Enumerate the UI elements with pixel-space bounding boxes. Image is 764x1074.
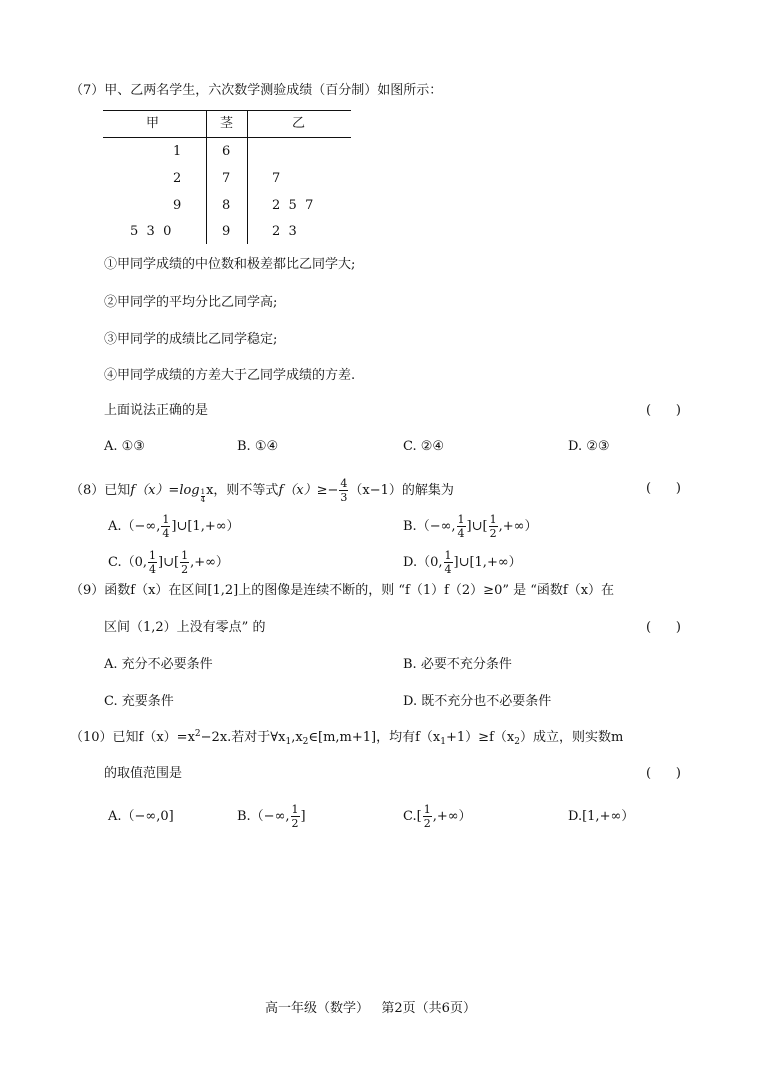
q8-option-c-part1: （0, — [121, 555, 148, 570]
q8-tail: （x−1）的解集为 — [349, 483, 454, 498]
q8-option-b-frac2-den: 2 — [489, 527, 497, 540]
q8-option-a-part1: （−∞, — [121, 519, 161, 534]
q8-fx: f（x）=log — [130, 483, 200, 498]
q8-option-d — [403, 550, 522, 575]
q8-option-b-frac1 — [457, 514, 466, 539]
header-jia: 甲 — [146, 116, 160, 131]
row3-right: 2 5 7 — [272, 198, 314, 213]
q10-option-c-frac-num: 1 — [423, 803, 431, 816]
header-yi: 乙 — [292, 116, 306, 131]
q9-line1: （9）函数f（x）在区间[1,2]上的图像是连续不断的，则 “f（1）f（2）≥0” 是 “函数f（x）在 — [70, 583, 615, 598]
table-header-rule — [103, 137, 351, 138]
q8-fraction — [339, 478, 348, 503]
q8-frac-den: 3 — [340, 491, 348, 504]
q10-sub3: 1 — [440, 737, 447, 747]
table-left-divider — [206, 110, 207, 244]
q10-part-e: +1）≥f（x — [446, 730, 515, 745]
q8-option-c — [108, 550, 229, 575]
q9-option-d: D. 既不充分也不必要条件 — [403, 694, 552, 709]
q8-option-b-frac2-num: 1 — [489, 513, 497, 526]
q7-stem: （7）甲、乙两名学生，六次数学测验成绩（百分制）如图所示： — [70, 83, 443, 98]
q8-log-base — [201, 489, 205, 504]
q7-statement-3: ③甲同学的成绩比乙同学稳定; — [104, 332, 278, 347]
row4-left: 5 3 0 — [130, 224, 172, 239]
q10-option-d: D.[1,+∞） — [568, 809, 635, 824]
q8-log-base-num: 1 — [200, 488, 206, 496]
q7-question: 上面说法正确的是 — [104, 403, 209, 418]
q7-answer-blank: ( ) — [646, 403, 681, 418]
q10-option-b-frac-num: 1 — [291, 803, 299, 816]
q8-stem — [70, 478, 454, 504]
q8-option-c-frac2-num: 1 — [181, 549, 189, 562]
q10-line2: 的取值范围是 — [104, 766, 183, 781]
q8-option-c-part3: ,+∞） — [190, 555, 229, 570]
q8-option-b-frac1-num: 1 — [457, 513, 465, 526]
q10-part-d: ∈[m,m+1]，均有f（x — [308, 730, 441, 745]
q8-option-c-label: C. — [108, 555, 122, 570]
q8-option-b-part1: （−∞, — [416, 519, 456, 534]
q8-option-a-frac-den: 4 — [162, 527, 170, 540]
row3-stem: 8 — [222, 198, 231, 213]
q8-option-a-label: A. — [108, 519, 122, 534]
q10-answer-blank: ( ) — [646, 766, 681, 781]
q10-option-c-part2: ,+∞） — [432, 809, 472, 824]
row4-right: 2 3 — [272, 224, 297, 239]
row2-right: 7 — [272, 171, 281, 186]
q8-option-b-part3: ,+∞） — [498, 519, 538, 534]
q7-option-b: B. ①④ — [237, 439, 279, 454]
q10-option-c — [403, 804, 472, 829]
q8-option-b-part2: ]∪[ — [466, 519, 488, 534]
q8-option-d-label: D. — [403, 555, 418, 570]
row1-left: 1 — [173, 144, 182, 159]
q8-frac-num: 4 — [340, 477, 348, 490]
q10-option-b — [237, 804, 306, 829]
q10-option-c-frac — [423, 804, 432, 829]
q7-statement-2: ②甲同学的平均分比乙同学高; — [104, 295, 278, 310]
q8-option-d-part1: （0, — [417, 555, 443, 570]
table-top-rule — [103, 110, 351, 111]
q7-option-d: D. ②③ — [568, 439, 610, 454]
q8-option-b-label: B. — [403, 519, 417, 534]
q10-option-b-part2: ] — [300, 809, 306, 824]
q10-part-a: （10）已知f（x）=x — [70, 730, 195, 745]
q8-option-b — [403, 514, 537, 539]
q10-option-b-frac — [291, 804, 300, 829]
q10-sub1: 1 — [285, 737, 292, 747]
q8-option-c-frac2-den: 2 — [181, 563, 189, 576]
row1-stem: 6 — [222, 144, 231, 159]
q8-option-a-frac-num: 1 — [162, 513, 170, 526]
q9-option-a: A. 充分不必要条件 — [104, 657, 213, 672]
q10-part-f: ）成立，则实数m — [519, 730, 624, 745]
row3-left: 9 — [173, 198, 182, 213]
q10-option-c-part1: C.[ — [403, 809, 422, 824]
row4-stem: 9 — [222, 224, 231, 239]
q9-option-b: B. 必要不充分条件 — [403, 657, 512, 672]
q7-statement-4: ④甲同学成绩的方差大于乙同学成绩的方差. — [104, 368, 356, 383]
q8-option-c-frac1-num: 1 — [149, 549, 157, 562]
q10-sub4: 2 — [514, 737, 520, 747]
row2-left: 2 — [173, 171, 182, 186]
q10-option-b-part1: B.（−∞, — [237, 809, 290, 824]
q9-option-c: C. 充要条件 — [104, 694, 174, 709]
q8-prefix: （8）已知 — [70, 483, 131, 498]
q8-option-a — [108, 514, 240, 539]
q8-option-d-frac-den: 4 — [444, 563, 452, 576]
q8-option-d-part2: ]∪[1,+∞） — [453, 555, 522, 570]
q7-option-a: A. ①③ — [104, 439, 145, 454]
q8-answer-blank: ( ) — [646, 481, 681, 496]
q8-option-c-part2: ]∪[ — [158, 555, 180, 570]
q8-option-a-frac — [161, 514, 170, 539]
q9-line2: 区间（1,2）上没有零点” 的 — [104, 620, 266, 635]
q10-option-c-frac-den: 2 — [423, 817, 431, 830]
q7-option-c: C. ②④ — [403, 439, 445, 454]
q8-option-c-frac1 — [148, 550, 157, 575]
q10-part-b: −2x.若对于∀x — [200, 730, 286, 745]
q10-sup: 2 — [194, 729, 201, 739]
q8-option-a-part2: ]∪[1,+∞） — [171, 519, 240, 534]
q8-after-log: x，则不等式 — [206, 483, 279, 498]
q7-statement-1: ①甲同学成绩的中位数和极差都比乙同学大; — [104, 257, 356, 272]
q8-option-d-frac-num: 1 — [444, 549, 452, 562]
q10-option-a: A.（−∞,0] — [108, 809, 174, 824]
row2-stem: 7 — [222, 171, 231, 186]
q9-answer-blank: ( ) — [646, 620, 681, 635]
page-footer: 高一年级（数学） 第2页（共6页） — [265, 1001, 476, 1016]
q8-log-base-den: 4 — [200, 496, 206, 504]
q10-sub2: 2 — [302, 737, 309, 747]
q10-part-c: ,x — [291, 730, 303, 745]
q8-option-b-frac1-den: 4 — [457, 527, 465, 540]
q8-ineq: f（x）≥− — [278, 483, 339, 498]
q10-option-b-frac-den: 2 — [291, 817, 299, 830]
q8-option-d-frac — [444, 550, 453, 575]
header-jing: 茎 — [220, 116, 234, 131]
table-right-divider — [247, 110, 248, 244]
q8-option-c-frac2 — [180, 550, 189, 575]
q10-line1 — [70, 729, 624, 747]
q8-option-b-frac2 — [489, 514, 498, 539]
q8-option-c-frac1-den: 4 — [149, 563, 157, 576]
